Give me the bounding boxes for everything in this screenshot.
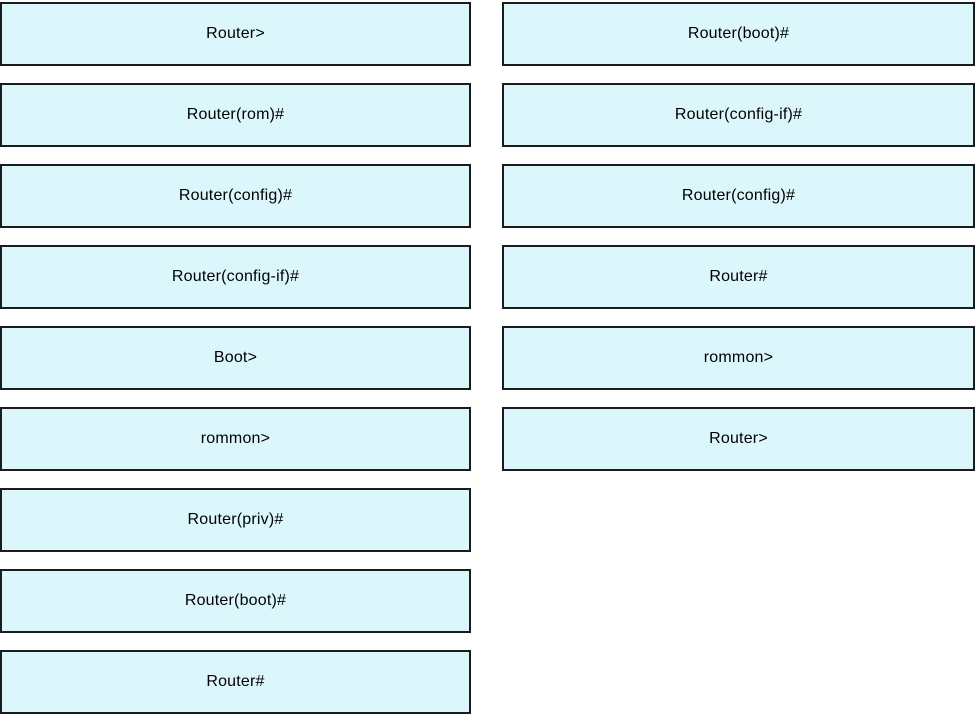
prompt-box-left-4[interactable]	[0, 245, 471, 309]
prompt-box-left-5[interactable]	[0, 326, 471, 390]
prompt-label: Router(config-if)#	[171, 268, 300, 285]
prompt-box-left-6[interactable]	[0, 407, 471, 471]
prompt-box-right-2[interactable]	[502, 83, 975, 147]
prompt-box-left-2[interactable]	[0, 83, 471, 147]
prompt-box-right-5[interactable]	[502, 326, 975, 390]
prompt-label: Router#	[709, 268, 768, 285]
prompt-label: Router(config)#	[178, 187, 293, 204]
prompt-label: Router>	[206, 25, 265, 42]
prompt-label: Router(config)#	[681, 187, 796, 204]
prompt-label: Router(boot)#	[687, 25, 790, 42]
prompt-column-left	[0, 2, 471, 714]
prompt-box-right-3[interactable]	[502, 164, 975, 228]
prompt-box-left-3[interactable]	[0, 164, 471, 228]
prompt-column-right	[502, 2, 975, 471]
prompt-box-left-1[interactable]	[0, 2, 471, 66]
prompt-label: Router(priv)#	[187, 511, 284, 528]
prompt-label: Router(config-if)#	[674, 106, 803, 123]
prompt-label: Router#	[206, 673, 265, 690]
prompt-label: rommon>	[200, 430, 271, 447]
prompt-label: Boot>	[213, 349, 258, 366]
prompt-box-left-7[interactable]	[0, 488, 471, 552]
prompt-box-right-4[interactable]	[502, 245, 975, 309]
prompt-label: Router(rom)#	[186, 106, 285, 123]
prompt-box-left-8[interactable]	[0, 569, 471, 633]
prompt-box-left-9[interactable]	[0, 650, 471, 714]
prompt-box-right-6[interactable]	[502, 407, 975, 471]
prompt-label: Router(boot)#	[184, 592, 287, 609]
prompt-label: Router>	[709, 430, 768, 447]
prompt-label: rommon>	[703, 349, 774, 366]
prompt-box-right-1[interactable]	[502, 2, 975, 66]
